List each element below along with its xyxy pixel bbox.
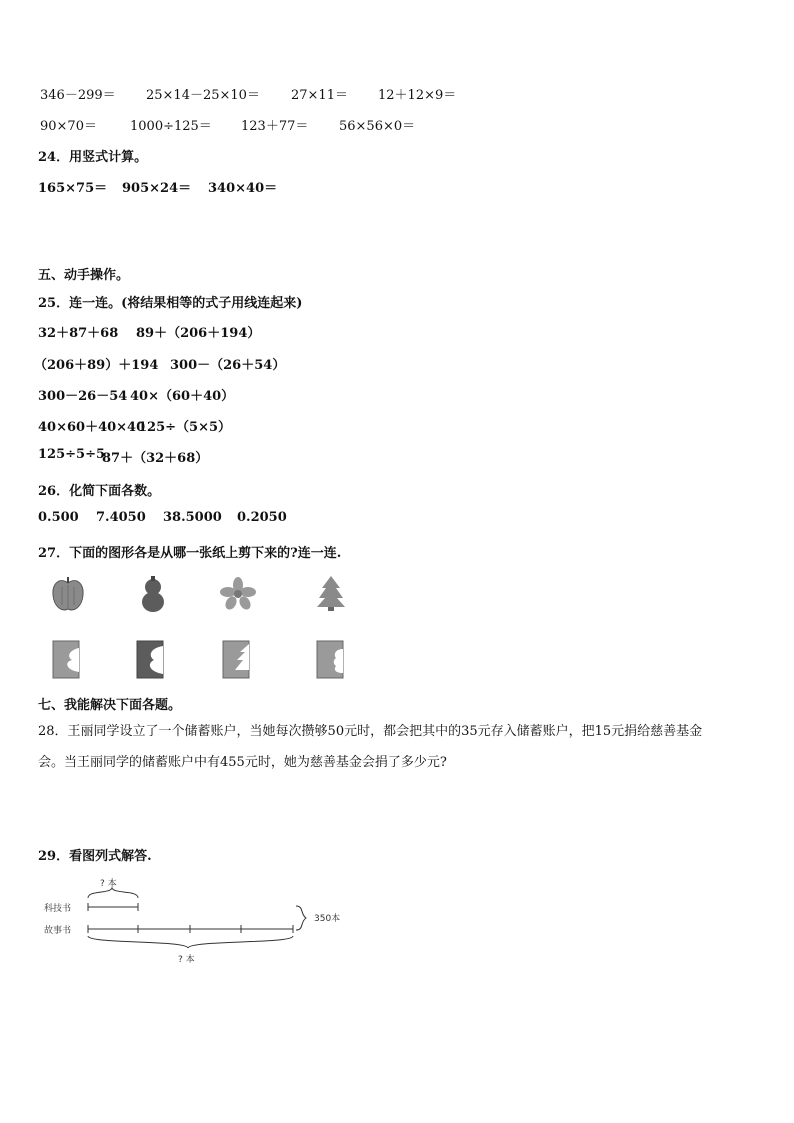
calc-item: 123＋77＝ <box>241 119 309 134</box>
top-brace <box>88 888 138 898</box>
calc-item: 27×11＝ <box>291 88 348 103</box>
question-27-title: 27．下面的图形各是从哪一张纸上剪下来的?连一连. <box>38 546 342 561</box>
calc-item: 25×14－25×10＝ <box>146 88 260 103</box>
decimal-item: 0.2050 <box>237 510 287 525</box>
vertical-calc-item: 165×75＝ <box>38 181 108 196</box>
science-books-label: 科技书 <box>44 904 72 914</box>
match-right: 40×（60＋40） <box>130 389 235 404</box>
match-left: 40×60＋40×40 <box>38 420 146 435</box>
decimal-item: 0.500 <box>38 510 79 525</box>
apple-icon <box>50 575 86 613</box>
question-25-title: 25．连一连。(将结果相等的式子用线连起来) <box>38 296 303 311</box>
total-brace <box>296 906 306 930</box>
flower-icon <box>220 577 256 611</box>
gourd-icon <box>138 575 168 613</box>
match-left: 125÷5÷5 <box>38 447 106 462</box>
decimal-item: 7.4050 <box>96 510 146 525</box>
match-left: 32＋87＋68 <box>38 326 119 341</box>
cut-paper-c-icon <box>222 640 252 680</box>
calc-item: 12＋12×9＝ <box>378 88 457 103</box>
story-question-label: ? 本 <box>178 955 195 965</box>
total-label: 350本 <box>314 914 341 924</box>
match-right: 125÷（5×5） <box>138 420 232 435</box>
line-segment-diagram <box>38 870 358 975</box>
vertical-calc-item: 340×40＝ <box>208 181 278 196</box>
question-24-title: 24．用竖式计算。 <box>38 150 148 165</box>
bottom-brace <box>88 936 293 948</box>
match-right: 300－（26＋54） <box>170 358 286 373</box>
calc-item: 90×70＝ <box>40 119 97 134</box>
science-question-label: ? 本 <box>100 879 117 889</box>
tree-icon <box>316 574 346 612</box>
question-28-line: 会。当王丽同学的储蓄账户中有455元时，她为慈善基金会捐了多少元? <box>38 755 447 770</box>
section-heading: 七、我能解决下面各题。 <box>38 698 182 713</box>
cut-paper-a-icon <box>52 640 82 680</box>
match-left: （206＋89）＋194 <box>34 358 159 373</box>
section-heading: 五、动手操作。 <box>38 268 130 283</box>
match-right: 87＋（32＋68） <box>102 451 209 466</box>
vertical-calc-item: 905×24＝ <box>122 181 192 196</box>
story-books-label: 故事书 <box>44 926 72 936</box>
match-right: 89＋（206＋194） <box>136 326 261 341</box>
cut-paper-d-icon <box>316 640 346 680</box>
match-left: 300－26－54 <box>38 389 128 404</box>
calc-item: 1000÷125＝ <box>130 119 212 134</box>
calc-item: 56×56×0＝ <box>339 119 416 134</box>
decimal-item: 38.5000 <box>163 510 222 525</box>
question-28-line: 28．王丽同学设立了一个储蓄账户，当她每次攒够50元时，都会把其中的35元存入储蓄账户，把15元捐给慈善基金 <box>38 724 703 739</box>
question-29-title: 29．看图列式解答. <box>38 849 152 864</box>
question-26-title: 26．化简下面各数。 <box>38 484 161 499</box>
cut-paper-b-icon <box>136 640 166 680</box>
calc-item: 346－299＝ <box>40 88 116 103</box>
